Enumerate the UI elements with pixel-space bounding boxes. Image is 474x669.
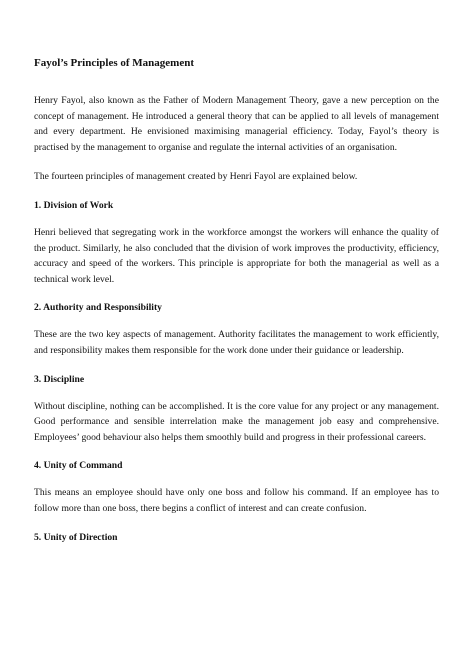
document-body — [34, 56, 439, 557]
section-heading-unity-of-command: 4. Unity of Command — [34, 460, 123, 472]
section-body-division-of-work: Henri believed that segregating work in the workforce amongst the workers will enhance the quality of the product. Similarly, he also concluded that the division of work improves the productivity, efficiency, accuracy and speed of the workers. This principle is appropriate for both the managerial as well as a technical work level. — [34, 226, 439, 285]
intro-paragraph: Henry Fayol, also known as the Father of Modern Management Theory, gave a new perception on the concept of management. He introduced a general theory that can be applied to all levels of management and every department. He envisioned maximising managerial efficiency. Today, Fayol’s theory is practised by the management to organise and regulate the internal activities of an organisation. — [34, 95, 439, 153]
section-heading-authority-and-responsibility: 2. Authority and Responsibility — [34, 302, 162, 314]
section-heading-discipline: 3. Discipline — [34, 373, 85, 385]
document-title: Fayol’s Principles of Management — [34, 57, 194, 69]
section-body-discipline: Without discipline, nothing can be accomplished. It is the core value for any project or any management. Good performance and sensible interrelation make the management job easy and comprehensive. Employees’ good behaviour also helps them smoothly build and progress in their professional careers. — [34, 400, 439, 443]
lead-paragraph: The fourteen principles of management created by Henri Fayol are explained below. — [34, 171, 358, 183]
section-heading-division-of-work: 1. Division of Work — [34, 199, 114, 211]
section-body-authority-and-responsibility: These are the two key aspects of management. Authority facilitates the management to work efficiently, and responsibility makes them responsible for the work done under their guidance or leadership. — [34, 329, 439, 356]
section-body-unity-of-command: This means an employee should have only one boss and follow his command. If an employee has to follow more than one boss, there begins a conflict of interest and can create confusion. — [34, 487, 439, 514]
section-heading-unity-of-direction: 5. Unity of Direction — [34, 531, 118, 543]
